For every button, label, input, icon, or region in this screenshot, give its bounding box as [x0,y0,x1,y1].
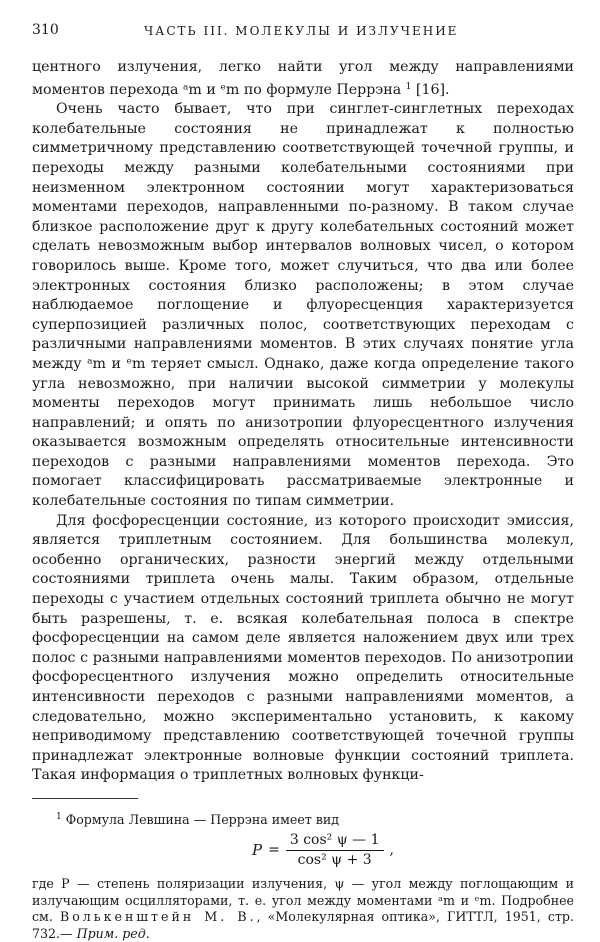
reference-author: Волькенштейн М. В. [59,909,257,925]
footnote-intro: $^1$ Формула Левшина — Перрэна имеет вид [56,811,340,827]
paragraph-3: Для фосфоресценции состояние, из которого происходит эмиссия, является триплетным состоянием. Для большинства молекул, особенно органических, разности энергий между отдельными состояниями триплета очень малы. Таким образом, отдельные переходы с участием отдельных состояний триплета обычно не могут быть разрешены, т. е. всякая колебательная полоса в спектре фосфоресценции на самом деле является наложением двух или трех полос с разными направлениями моментов переходов. По анизотропии фосфоресцентного излучения можно определить относительные интенсивности переходов с разными направлениями моментов, а следовательно, можно экспериментально установить, к какому неприводимому представлению соответствующей точечной группы принадлежат электронные волновые функции состояний триплета. Такая информация о триплетных волновых функци- [32,512,574,784]
footnote-marker: 1 [56,811,62,822]
page-number: 310 [32,22,59,38]
book-page [32,22,574,942]
formula-fraction [286,832,384,868]
moment-symbol: ᵉm [474,892,492,908]
formula-lhs: P [252,841,263,860]
moment-symbol: ᵉm [126,355,146,372]
paragraph-1: центного излучения, легко найти угол между направлениями моментов перехода ᵃm и ᵉm по формуле Перрэна $^1$ [16]. [32,59,574,98]
perrin-formula [72,832,574,868]
formula-numerator: 3 cos² ψ — 1 [286,832,384,851]
formula-comma: , [389,842,394,859]
footnote-divider [32,798,138,799]
formula-equals: = [268,842,280,859]
moment-symbol: ᵃm [182,81,202,98]
running-title: ЧАСТЬ III. МОЛЕКУЛЫ И ИЗЛУЧЕНИЕ [144,24,459,38]
main-text [32,58,574,786]
moment-symbol: ᵉm [220,81,240,98]
footnote-ref[interactable]: 1 [405,81,412,92]
moment-symbol: ᵃm [87,355,106,372]
paragraph-2: Очень часто бывает, что при синглет-синглетных переходах колебательные состояния не принадлежат к полностью симметричному представлению соответствующей точечной группы, и переходы между разными колебательными состояниями при неизменном электронном состоянии могут характеризоваться моментами переходов, направленными по-разному. В таком случае близкое расположение друг к другу колебательных состояний может сделать невозможным выбор интервалов волновых чисел, о котором говорилось выше. Кроме того, может случиться, что два или более электронных состояния близко расположены; в этом случае наблюдаемое поглощение и флуоресценция характеризуется суперпозицией различных полос, соответствующих переходам с различными направлениями моментов. В этих случаях понятие угла между ᵃm и ᵉm теряет смысл. Однако, даже когда определение такого угла невозможно, при наличии высокой симметрии у молекулы моменты переходов могут принимать лишь небольшое число направлений; и опять по анизотропии флуоресцентного излучения оказывается возможным определять относительные интенсивности переходов с разными направлениями моментов перехода. Это помогает классифицировать рассматриваемые электронные и колебательные состояния по типам симметрии. [32,101,574,510]
moment-symbol: ᵃm [438,892,455,908]
formula-denominator: cos² ψ + 3 [297,851,372,868]
footnote [32,809,574,942]
page-header [32,22,574,48]
footnote-explanation: где P — степень поляризации излучения, ψ — угол между поглощающим и излучающим осцилляторами, т. е. угол между моментами ᵃm и ᵉm. Подробнее см. Волькенштейн М. В., «Молекулярная оптика», ГИТТЛ, 1951, стр. 732.— Прим. ред. [32,876,574,941]
editor-note: Прим. ред. [76,925,150,941]
